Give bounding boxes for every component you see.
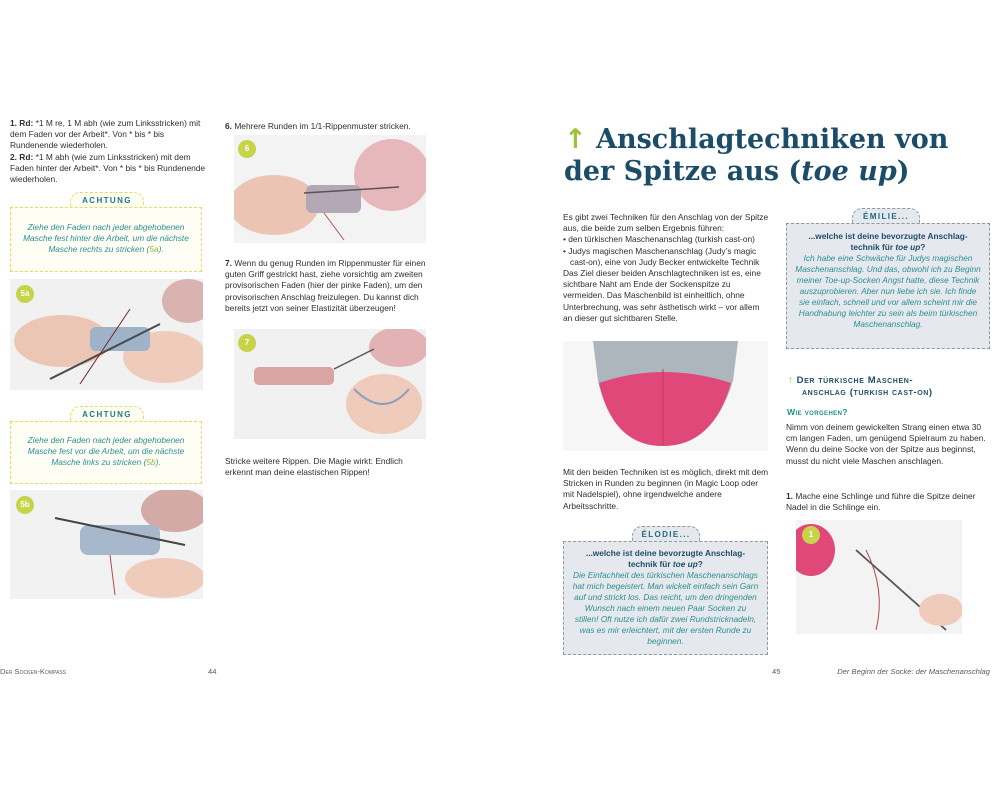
paragraph-3: Mit den beiden Techniken ist es möglich, direkt mit dem Stricken in Runden zu beginnen (in Magic Loop oder mit Nadelspiel), ohne irgendwelche andere Arbeitsschritte. bbox=[563, 467, 769, 511]
emilie-question-1: ...welche ist deine bevorzugte Anschlag- bbox=[808, 231, 968, 241]
achtung-text-1: Ziehe den Faden nach jeder abgehobenen Masche fest hinter die Arbeit, um die nächste Masche rechts zu stricken ( bbox=[23, 222, 189, 254]
elodie-question-toe-up: toe up bbox=[672, 558, 698, 569]
photo-1 bbox=[796, 520, 962, 634]
badge-7: 7 bbox=[238, 334, 256, 352]
achtung-tab-1: ACHTUNG bbox=[70, 192, 144, 209]
step-1-text: Mache eine Schlinge und führe die Spitze deiner Nadel in die Schlinge ein. bbox=[786, 491, 976, 513]
photo-1-illustration bbox=[796, 520, 962, 634]
footer-chapter-title: Der Beginn der Socke: der Maschenanschlag bbox=[837, 667, 990, 676]
photo-7 bbox=[234, 329, 426, 439]
emilie-question bbox=[795, 231, 981, 252]
photo-5a bbox=[10, 279, 203, 390]
bullet-1: • den türkischen Maschenanschlag (turkish cast-on) bbox=[563, 234, 755, 245]
badge-6: 6 bbox=[238, 140, 256, 158]
right-page bbox=[500, 0, 1000, 800]
heading-line-2b: toe up bbox=[801, 156, 897, 187]
page-number-45: 45 bbox=[772, 667, 781, 676]
subhead-line-2: anschlag (turkish cast-on) bbox=[802, 387, 933, 398]
photo-sock-toe bbox=[563, 341, 768, 451]
wie-vorgehen-label: Wie vorgehen? bbox=[787, 407, 848, 417]
step-7 bbox=[225, 258, 426, 314]
step-6-text: Mehrere Runden im 1/1-Rippenmuster stricken. bbox=[232, 121, 411, 131]
turkish-cast-on-heading bbox=[788, 375, 988, 399]
photo-5a-illustration bbox=[10, 279, 203, 390]
bullet-1-text: den türkischen Maschenanschlag (turkish cast-on) bbox=[568, 234, 755, 245]
achtung-tab-2: ACHTUNG bbox=[70, 406, 144, 423]
elodie-question-1: ...welche ist deine bevorzugte Anschlag- bbox=[585, 548, 746, 558]
step-6 bbox=[225, 121, 425, 132]
achtung-ref-5b: 5b bbox=[146, 457, 156, 467]
achtung-text-2: Ziehe den Faden nach jeder abgehobenen Masche fest vor die Arbeit, um die nächste Masche links zu stricken ( bbox=[27, 435, 185, 467]
arrow-up-icon: ↑ bbox=[564, 124, 587, 155]
emilie-tab: ÉMILIE... bbox=[852, 208, 920, 225]
sock-toe-illustration bbox=[563, 341, 768, 451]
badge-5b: 5b bbox=[16, 496, 34, 514]
round1-text: *1 M re, 1 M abh (wie zum Linksstricken) mit dem Faden vor der Arbeit*. Von * bis * bis Rundenende wiederholen. bbox=[10, 118, 201, 151]
step-1-number: 1. bbox=[786, 491, 793, 501]
emilie-question-end: ? bbox=[920, 241, 926, 252]
arrow-up-small-icon: ↑ bbox=[788, 375, 794, 386]
emilie-question-toe-up: toe up bbox=[895, 241, 921, 252]
achtung-end-1: ). bbox=[158, 244, 164, 254]
elodie-tab: ÉLODIE... bbox=[632, 526, 700, 543]
round2-label: 2. Rd: bbox=[10, 151, 34, 162]
achtung-box-2 bbox=[10, 421, 202, 484]
elodie-question-2: technik für bbox=[628, 558, 673, 569]
photo-6 bbox=[234, 135, 426, 243]
achtung-end-2: ). bbox=[155, 457, 161, 467]
emilie-answer: Ich habe eine Schwäche für Judys magischen Maschenanschlag. Und das, obwohl ich zu Beginn meiner Toe-up-Socken Angst hatte, diese Technik auszuprobieren. Aber nun liebe ich sie. Ich finde sie einfach, schnell und vor allem scheint mir die Handhabung leichter zu sein als beim türkischen Maschenanschlag. bbox=[795, 253, 981, 329]
heading-line-2a: der Spitze aus ( bbox=[564, 156, 802, 187]
photo-5b bbox=[10, 490, 203, 599]
bullet-2: • Judys magischen Maschenanschlag (Judy’s magic cast-on), eine von Judy Becker entwickelte Technik bbox=[563, 245, 760, 267]
intro-column bbox=[563, 212, 769, 324]
elodie-box bbox=[563, 541, 768, 655]
heading-line-2c: ) bbox=[896, 156, 910, 187]
closing-text: Stricke weitere Rippen. Die Magie wirkt: Endlich erkennt man deine elastischen Rippen! bbox=[225, 456, 403, 478]
bullet-2-text: Judys magischen Maschenanschlag (Judy’s magic cast-on), eine von Judy Becker entwickelte Technik bbox=[568, 245, 760, 267]
round1-label: 1. Rd: bbox=[10, 118, 34, 128]
elodie-question bbox=[572, 548, 759, 569]
step-6-number: 6. bbox=[225, 121, 232, 131]
emilie-question-2: technik für bbox=[850, 241, 896, 252]
badge-5a: 5a bbox=[16, 285, 34, 303]
intro-text: Es gibt zwei Techniken für den Anschlag von der Spitze aus, die beide zum selben Ergebnis führen: bbox=[563, 212, 769, 234]
elodie-question-end: ? bbox=[697, 558, 703, 569]
badge-1: 1 bbox=[802, 526, 820, 544]
subhead-line-1: Der türkische Maschen- bbox=[796, 375, 914, 386]
steps-rounds-1-2 bbox=[10, 118, 206, 185]
photo-5b-illustration bbox=[10, 490, 203, 599]
photo-6-illustration bbox=[234, 135, 426, 243]
page-heading bbox=[564, 124, 984, 188]
step-1 bbox=[786, 491, 990, 513]
paragraph-2: Das Ziel dieser beiden Anschlagtechniken ist es, eine sichtbare Naht am Ende der Sockenspitze zu vermeiden. Das Maschenbild ist einheitlich, ohne Unterbrechung, was sehr ästhetisch wirkt – vor allem an dieser gut sichtbaren Stelle. bbox=[563, 268, 761, 323]
achtung-box-1 bbox=[10, 207, 202, 272]
achtung-ref-5a: 5a bbox=[149, 244, 159, 254]
footer-book-title: Der Socken-Kompass bbox=[0, 667, 67, 676]
elodie-answer: Die Einfachheit des türkischen Maschenanschlags hat mich begeistert. Man wickelt einfach sein Garn auf und strickt los. Das reicht, um den dringenden Wunsch nach einem neuen Paar Socken zu stillen! Oft nutze ich dafür zwei Rundstricknadeln, was es mir erleichtert, mit der ersten Runde zu beginnen. bbox=[572, 570, 759, 646]
round2-text: *1 M abh (wie zum Linksstricken) mit dem Faden hinter der Arbeit*. Von * bis * bis Rundenende wiederholen. bbox=[10, 151, 206, 185]
step-7-text: Wenn du genug Runden im Rippenmuster für einen guten Griff gestrickt hast, ziehe vorsichtig am zweiten provisorischen Faden (hier der pinke Faden), um den provisorischen Anschlag freizulegen. Du kannst dich bereits jetzt von seiner Elastizität überzeugen! bbox=[225, 258, 426, 313]
page-number-44: 44 bbox=[208, 667, 217, 676]
heading-line-1: Anschlagtechniken von bbox=[596, 124, 949, 155]
photo-7-illustration bbox=[234, 329, 426, 439]
howto-text: Nimm von deinem gewickelten Strang einen etwa 30 cm langen Faden, um genügend Spielraum zu haben. Wenn du deine Socke von der Spitze aus beginnst, musst du nicht viele Maschen anschlagen. bbox=[786, 422, 986, 466]
step-7-number: 7. bbox=[225, 258, 232, 268]
emilie-box bbox=[786, 223, 990, 349]
